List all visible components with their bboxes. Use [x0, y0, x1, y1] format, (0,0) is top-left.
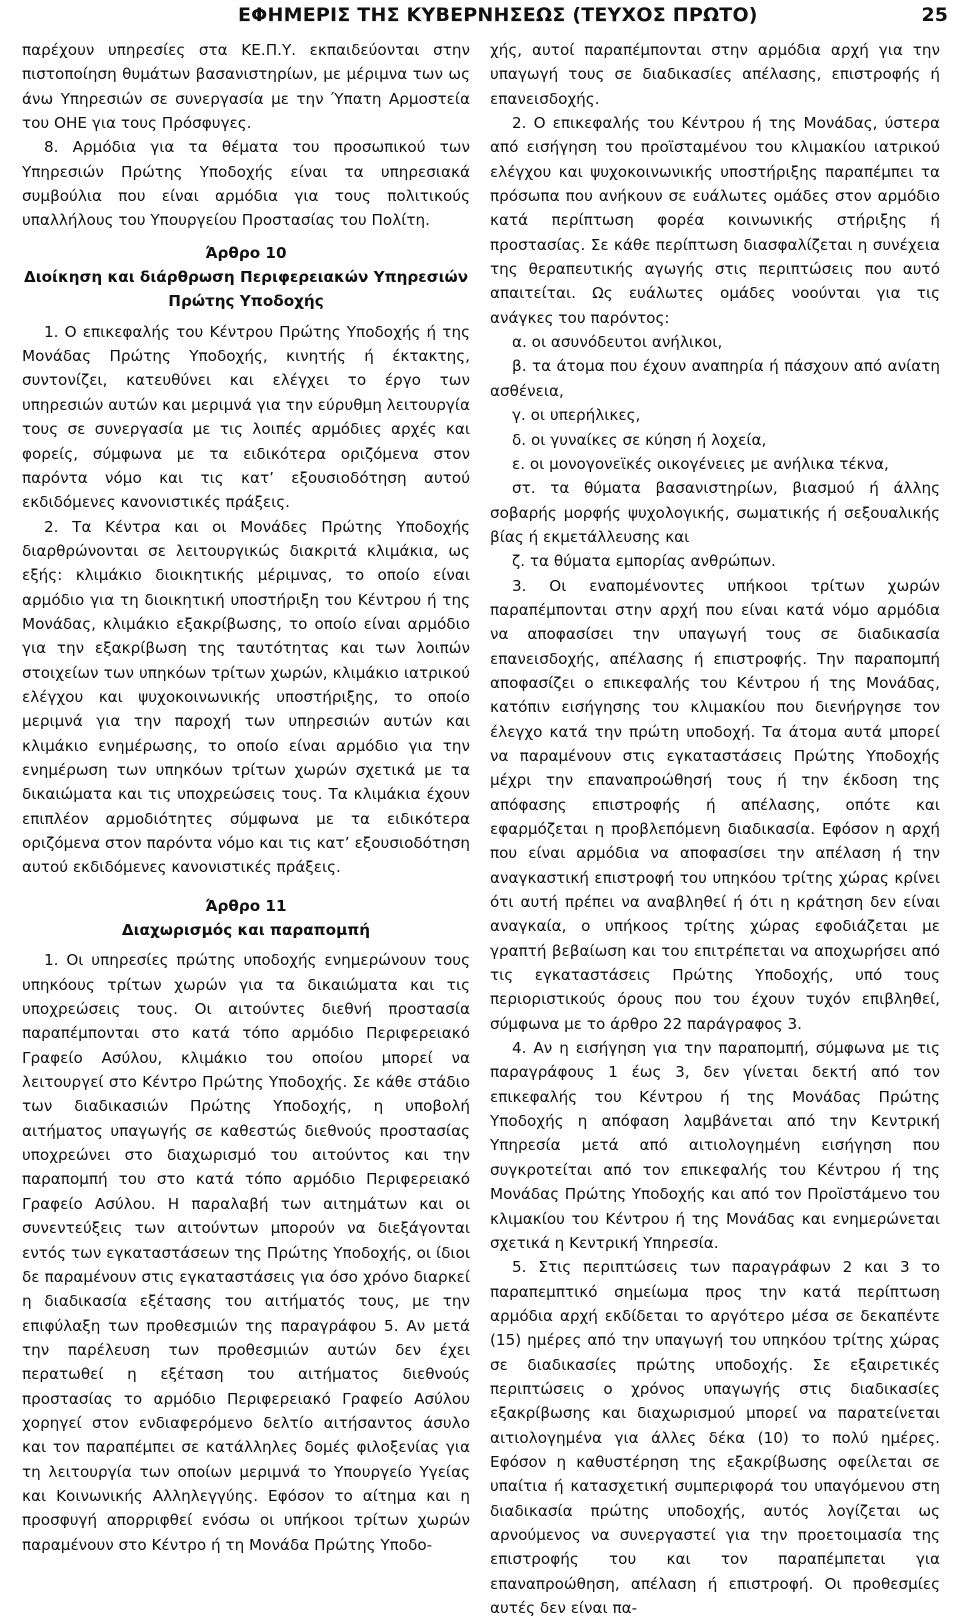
page-number: 25: [921, 4, 948, 26]
article-10-paragraph-1: 1. Ο επικεφαλής του Κέντρου Πρώτης Υποδοχής ή της Μονάδας Πρώτης Υποδοχής, κινητής ή έκτακτης, συντονίζει, κατευθύνει και ελέγχει το έργο των υπηρεσιών αυτών και μεριμνά για την εύρυθμη λειτουργία τους σε συνεργασία με τις λοιπές αρμόδιες αρχές και φορείς, σύμφωνα με τα ειδικότερα οριζόμενα στον παρόντα νόμο και τις κατ’ εξουσιοδότηση αυτού εκδιδόμενες κανονιστικές πράξεις.: [22, 322, 470, 512]
list-item-a: α. οι ασυνόδευτοι ανήλικοι,: [512, 333, 723, 352]
paragraph-4: 4. Αν η εισήγηση για την παραπομπή, σύμφωνα με τις παραγράφους 1 έως 3, δεν γίνεται δεκτή από τον επικεφαλής του Κέντρου ή της Μονάδας Πρώτης Υποδοχής η απόφαση λαμβάνεται από την Κεντρική Υπηρεσία μετά από αιτιολογημένη εισήγηση που συγκροτείται από τον επικεφαλής του Κέντρου ή της Μονάδας Πρώτης Υποδοχής και από τον Προϊστάμενο του κλιμακίου του Κέντρου ή της Μονάδας και ενημερώνεται σχετικά η Κεντρική Υπηρεσία.: [490, 1039, 940, 1252]
paragraph-8: 8. Αρμόδια για τα θέματα του προσωπικού των Υπηρεσιών Πρώτης Υποδοχής είναι τα υπηρεσιακά συμβούλια που είναι αρμόδια για τους πολιτικούς υπαλλήλους του Υπουργείου Προστασίας του Πολίτη.: [22, 138, 470, 230]
list-item-g: γ. οι υπερήλικες,: [512, 406, 641, 425]
page-header: [0, 4, 960, 34]
article-10-heading: [22, 241, 470, 314]
article-11-paragraph-1: 1. Οι υπηρεσίες πρώτης υποδοχής ενημερώνουν τους υπηκόους τρίτων χωρών για τα δικαιώματα και τις υποχρεώσεις τους. Οι αιτούντες διεθνή προστασία παραπέμπονται στο κατά τόπο αρμόδιο Περιφερειακό Γραφείο Ασύλου, κλιμάκιο του οποίου μπορεί να λειτουργεί στο Κέντρο Πρώτης Υποδοχής. Σε κάθε στάδιο των διαδικασιών Πρώτης Υποδοχής, η υποβολή αιτήματος υπαγωγής σε καθεστώς διεθνούς προστασίας υποχρεώνει στο διαχωρισμό του αιτούντος και την παραπομπή του στο κατά τόπο αρμόδιο Περιφερειακό Γραφείο Ασύλου. Η παραλαβή των αιτημάτων και οι συνεντεύξεις των αιτούντων μπορούν να διεξάγονται εντός των εγκαταστάσεων της Πρώτης Υποδοχής, οι ίδιοι δε παραμένουν στις εγκαταστάσεις για όσο χρόνο διαρκεί η διαδικασία εξέτασης του αιτήματός τους, με την επιφύλαξη των προθεσμιών της παραγράφου 5. Αν μετά την παρέλευση των προθεσμιών αυτών δεν έχει περατωθεί η εξέταση του αιτήματος διεθνούς προστασίας το αρμόδιο Περιφερειακό Γραφείο Ασύλου χορηγεί στον ενδιαφερόμενο δελτίο αιτήσαντος άσυλο και τον παραπέμπει σε κατάλληλες δομές φιλοξενίας για τη λειτουργία των οποίων μεριμνά το Υπουργείο Υγείας και Κοινωνικής Αλληλεγγύης. Εφόσον το αίτημα και η προσφυγή απορριφθεί ενόσω οι υπήκοοι τρίτων χωρών παραμένουν στο Κέντρο ή τη Μονάδα Πρώτης Υποδο-: [22, 951, 470, 1554]
article-10-number: Άρθρο 10: [205, 243, 287, 262]
list-item-d: δ. οι γυναίκες σε κύηση ή λοχεία,: [512, 430, 767, 449]
article-10-title-line1: Διοίκηση και διάρθρωση Περιφερειακών Υπηρεσιών: [23, 268, 469, 287]
list-item-b: β. τα άτομα που έχουν αναπηρία ή πάσχουν από ανίατη ασθένεια,: [490, 357, 940, 400]
list-item-e: ε. οι μονογονεϊκές οικογένειες με ανήλικα τέκνα,: [512, 454, 889, 473]
paragraph-3: 3. Οι εναπομένοντες υπήκοοι τρίτων χωρών παραπέμπονται στην αρχή που είναι κατά νόμο αρμόδια να αποφασίσει την υπαγωγή τους σε διαδικασία επανεισδοχής, απέλασης ή επιστροφής. Την παραπομπή αποφασίζει ο επικεφαλής του Κέντρου ή της Μονάδας, κατόπιν εισήγησης του κλιμακίου που διενήργησε τον έλεγχο κατά την πρώτη υποδοχή. Τα άτομα αυτά μπορεί να παραμένουν στις εγκαταστάσεις Πρώτης Υποδοχής μέχρι την επαναπροώθησή τους ή την έκδοση της απόφασης επιστροφής ή απέλασης, οπότε και εφαρμόζεται η προβλεπόμενη διαδικασία. Εφόσον η αρχή που είναι αρμόδια να αποφασίσει την απέλαση ή την αναγκαστική επιστροφή του υπηκόου τρίτης χώρας κρίνει ότι αυτή πρέπει να αναβληθεί ή ότι η κράτηση δεν είναι αναγκαία, ο υπήκοος τρίτης χώρας εφοδιάζεται με γραπτή βεβαίωση και του επιτρέπεται να αποχωρήσει από τις εγκαταστάσεις Πρώτης Υποδοχής, υπό τους περιοριστικούς όρους που του έχουν τυχόν επιβληθεί, σύμφωνα με το άρθρο 22 παράγραφος 3.: [490, 576, 940, 1033]
paragraph-continuation: χής, αυτοί παραπέμπονται στην αρμόδια αρχή για την υπαγωγή τους σε διαδικασίες απέλασης, επιστροφής ή επανεισδοχής.: [490, 41, 940, 108]
paragraph-2: 2. Ο επικεφαλής του Κέντρου ή της Μονάδας, ύστερα από εισήγηση του προϊσταμένου του κλιμακίου ιατρικού ελέγχου και ψυχοκοινωνικής υποστήριξης παραπέμπει τα πρόσωπα που ανήκουν σε ευάλωτες ομάδες στον αρμόδιο κατά περίπτωση φορέα κοινωνικής στήριξης ή προστασίας. Σε κάθε περίπτωση διασφαλίζεται η συνέχεια της θεραπευτικής αγωγής στις περιπτώσεις που αυτό απαιτείται. Ως ευάλωτες ομάδες νοούνται για τις ανάγκες του παρόντος:: [490, 114, 940, 327]
article-11-heading: [22, 894, 470, 943]
article-10-paragraph-2: 2. Τα Κέντρα και οι Μονάδες Πρώτης Υποδοχής διαρθρώνονται σε λειτουργικώς διακριτά κλιμάκια, ως εξής: κλιμάκιο διοικητικής μέριμνας, το οποίο είναι αρμόδιο για τη διοικητική υποστήριξη του Κέντρου ή της Μονάδας, κλιμάκιο εξακρίβωσης, το οποίο είναι αρμόδιο για την εξακρίβωση της ταυτότητας και των λοιπών στοιχείων των υπηκόων τρίτων χωρών, κλιμάκιο ιατρικού ελέγχου και ψυχοκοινωνικής υποστήριξης, το οποίο μεριμνά για την παροχή των υπηρεσιών αυτών και κλιμάκιο ενημέρωσης, το οποίο είναι αρμόδιο για την ενημέρωση των υπηκόων τρίτων χωρών σχετικά με τα δικαιώματα και τις υποχρεώσεις τους. Τα κλιμάκια έχουν επιπλέον αρμοδιότητες σύμφωνα με τα ειδικότερα οριζόμενα στον παρόντα νόμο και τις κατ’ εξουσιοδότηση αυτού εκδιδόμενες κανονιστικές πράξεις.: [22, 517, 470, 877]
article-11-number: Άρθρο 11: [205, 896, 287, 915]
list-item-z: ζ. τα θύματα εμπορίας ανθρώπων.: [512, 552, 776, 571]
list-item-st: στ. τα θύματα βασανιστηρίων, βιασμού ή άλλης σοβαρής μορφής ψυχολογικής, σωματικής ή σεξουαλικής βίας ή εκμετάλλευσης και: [490, 479, 940, 546]
article-10-title-line2: Πρώτης Υποδοχής: [168, 292, 324, 311]
paragraph-intro: παρέχουν υπηρεσίες στα ΚΕ.Π.Υ. εκπαιδεύονται στην πιστοποίηση θυμάτων βασανιστηρίων, με μέριμνα των ως άνω Υπηρεσιών σε συνεργασία με την Ύπατη Αρμοστεία του ΟΗΕ για τους Πρόσφυγες.: [22, 41, 470, 133]
right-column: [490, 38, 940, 1620]
gazette-title: ΕΦΗΜΕΡΙΣ ΤΗΣ ΚΥΒΕΡΝΗΣΕΩΣ (ΤΕΥΧΟΣ ΠΡΩΤΟ): [238, 4, 758, 26]
article-11-title: Διαχωρισμός και παραπομπή: [121, 921, 371, 940]
left-column: [22, 38, 470, 1557]
paragraph-5: 5. Στις περιπτώσεις των παραγράφων 2 και 3 το παραπεμπτικό σημείωμα προς την κατά περίπτωση αρμόδια αρχή εκδίδεται το αργότερο μέσα σε δεκαπέντε (15) ημέρες από την υπαγωγή του υπηκόου τρίτης χώρας σε διαδικασίες πρώτης υποδοχής. Σε εξαιρετικές περιπτώσεις ο χρόνος υπαγωγής στις διαδικασίες εξακρίβωσης και διαχωρισμού μπορεί να παρατείνεται αιτιολογημένα για άλλες δέκα (10) το πολύ ημέρες. Εφόσον η καθυστέρηση της εξακρίβωσης οφείλεται σε υπαίτια ή κατασχετική συμπεριφορά του υπαγόμενου στη διαδικασία πρώτης υποδοχής, αυτός λογίζεται ως αρνούμενος να συνεργαστεί για την προετοιμασία της επιστροφής του και τον παραπέμπεται για επαναπροώθηση, απέλαση ή επιστροφή. Οι προθεσμίες αυτές δεν είναι πα-: [490, 1258, 940, 1617]
